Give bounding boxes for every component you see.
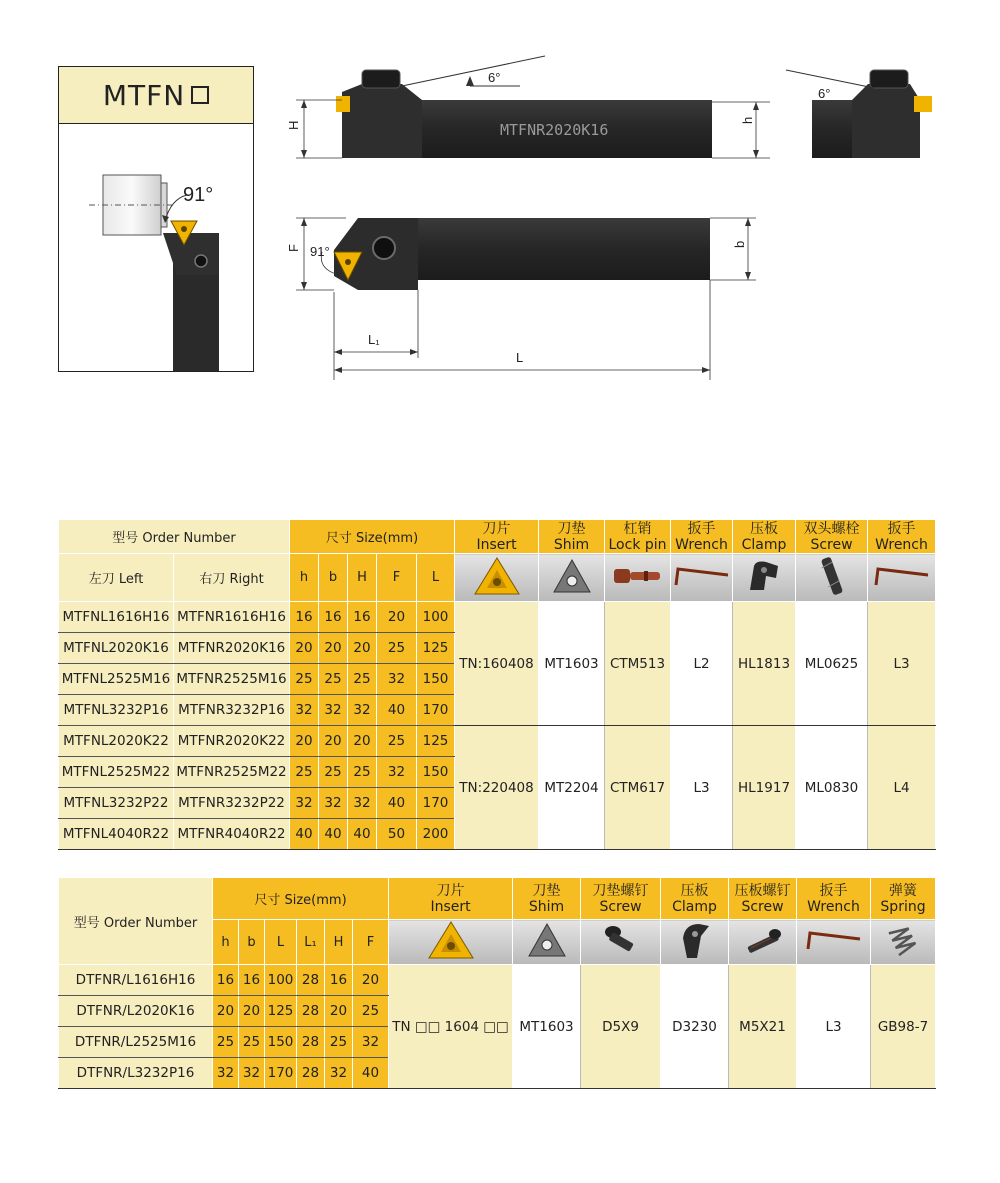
left-model: MTFNL2020K16 [59,633,174,664]
cell-b: 32 [319,788,348,819]
shim-screw-value: D5X9 [581,965,661,1089]
col-h: h [213,920,239,965]
cell-h: 20 [213,996,239,1027]
clamp-value: D3230 [661,965,729,1089]
placeholder-square-icon [191,86,209,104]
col-h: h [290,554,319,602]
plan-angle-label: 91° [310,244,330,259]
insert-header: 刀片 Insert [389,878,513,920]
dim-L-label: L [516,350,524,365]
left-model: MTFNL4040R22 [59,819,174,850]
triangle-insert-icon [427,920,475,960]
tool-type-box [58,66,254,372]
order-number-header: 型号 Order Number [59,520,290,554]
cell-b: 32 [239,1058,265,1089]
model-cell: DTFNR/L1616H16 [59,965,213,996]
mtfn-spec-table [58,519,936,850]
order-number-header: 型号 Order Number [59,878,213,965]
insert-header: 刀片 Insert [455,520,539,554]
clamp-screw-icon-cell [729,920,797,965]
cell-F: 40 [377,788,417,819]
group1-pin: CTM513 [605,602,671,726]
rake-angle-label: 6° [488,70,501,85]
cell-L1: 28 [297,996,325,1027]
shim-icon-cell [513,920,581,965]
cell-b: 20 [319,633,348,664]
cell-b: 16 [239,965,265,996]
double-screw-icon-cell [796,554,868,602]
cell-H: 32 [325,1058,353,1089]
insert-icon-cell [389,920,513,965]
clamp-screw-header: 压板螺钉 Screw [729,878,797,920]
left-model: MTFNL3232P22 [59,788,174,819]
spring-icon-cell [871,920,936,965]
dtfn-spec-table [58,877,936,1089]
group1-shim: MT1603 [539,602,605,726]
cell-h: 20 [290,633,319,664]
cell-h: 16 [290,602,319,633]
shim-screw-icon-cell [581,920,661,965]
tool-holder-drawings [270,40,950,390]
approach-angle-label: 91° [183,184,214,206]
clamp-header: 压板 Clamp [661,878,729,920]
col-F: F [377,554,417,602]
col-F: F [353,920,389,965]
col-H: H [325,920,353,965]
cell-H: 25 [348,664,377,695]
clamp-screw-icon [741,922,785,958]
right-model: MTFNR2525M16 [174,664,290,695]
col-H: H [348,554,377,602]
cell-b: 32 [319,695,348,726]
left-model: MTFNL2525M22 [59,757,174,788]
cell-H: 20 [348,726,377,757]
wrench-value: L3 [797,965,871,1089]
hex-wrench-icon [672,561,732,591]
group1-wrench: L2 [671,602,733,726]
left-model: MTFNL3232P16 [59,695,174,726]
insert-icon-cell [455,554,539,602]
group2-clamp: HL1917 [733,726,796,850]
group2-wrench: L3 [671,726,733,850]
side-view [286,56,770,158]
cell-L: 150 [265,1027,297,1058]
shim-screw-header: 刀垫螺钉 Screw [581,878,661,920]
cell-F: 20 [377,602,417,633]
lock-pin-icon-cell [605,554,671,602]
cell-b: 16 [319,602,348,633]
cell-L: 150 [417,757,455,788]
cell-L1: 28 [297,1058,325,1089]
model-prefix: MTFN [102,78,186,112]
approach-angle-diagram [59,125,253,371]
dim-h-label: h [740,116,755,124]
dim-L1-label: L₁ [368,332,380,347]
model-cell: DTFNR/L3232P16 [59,1058,213,1089]
group1-screw: ML0625 [796,602,868,726]
spring-value: GB98-7 [871,965,936,1089]
group2-insert: TN:220408 [455,726,539,850]
hex-wrench-icon [872,561,932,591]
cell-b: 20 [239,996,265,1027]
clamp-icon [675,920,715,960]
cell-H: 25 [348,757,377,788]
cell-F: 32 [377,664,417,695]
shim-value: MT1603 [513,965,581,1089]
cell-h: 20 [290,726,319,757]
cell-b: 40 [319,819,348,850]
right-model: MTFNR2525M22 [174,757,290,788]
shim-header: 刀垫 Shim [539,520,605,554]
col-L: L [265,920,297,965]
cell-F: 40 [377,695,417,726]
cell-H: 32 [348,695,377,726]
cell-b: 25 [319,757,348,788]
left-model: MTFNL1616H16 [59,602,174,633]
group1-wrench2: L3 [868,602,936,726]
cell-h: 40 [290,819,319,850]
right-model: MTFNR4040R22 [174,819,290,850]
cell-F: 32 [353,1027,389,1058]
left-model: MTFNL2020K22 [59,726,174,757]
right-model: MTFNR2020K16 [174,633,290,664]
size-header: 尺寸 Size(mm) [290,520,455,554]
double-screw-icon [817,555,847,597]
group2-screw: ML0830 [796,726,868,850]
cell-H: 20 [325,996,353,1027]
cell-h: 25 [213,1027,239,1058]
wrench2-icon-cell [868,554,936,602]
size-header: 尺寸 Size(mm) [213,878,389,920]
cell-b: 20 [319,726,348,757]
wrench-header: 扳手 Wrench [797,878,871,920]
group2-pin: CTM617 [605,726,671,850]
dim-H-label: H [286,120,301,130]
cell-h: 32 [290,788,319,819]
model-cell: DTFNR/L2525M16 [59,1027,213,1058]
cell-L: 125 [265,996,297,1027]
lock-pin-icon [610,561,666,591]
cell-L1: 28 [297,965,325,996]
group2-shim: MT2204 [539,726,605,850]
cell-L: 170 [417,788,455,819]
lock-pin-header: 杠销 Lock pin [605,520,671,554]
shim-icon-cell [539,554,605,602]
tool-engraving: MTFNR2020K16 [500,121,609,139]
insert-value: TN □□ 1604 □□ [389,965,513,1089]
cell-F: 25 [377,726,417,757]
dim-b-label: b [732,240,747,248]
cell-F: 50 [377,819,417,850]
cell-L: 170 [265,1058,297,1089]
col-b: b [239,920,265,965]
right-model: MTFNR1616H16 [174,602,290,633]
end-view [786,70,932,158]
cell-F: 20 [353,965,389,996]
cell-L: 150 [417,664,455,695]
spring-header: 弹簧 Spring [871,878,936,920]
group2-wrench2: L4 [868,726,936,850]
wrench-icon-cell [797,920,871,965]
clamp-header: 压板 Clamp [733,520,796,554]
cell-F: 25 [353,996,389,1027]
spring-icon [883,920,923,960]
cell-L: 170 [417,695,455,726]
cell-H: 16 [348,602,377,633]
end-rake-angle-label: 6° [818,86,831,101]
hex-wrench-icon [804,925,864,955]
wrench-icon-cell [671,554,733,602]
cell-h: 16 [213,965,239,996]
cell-L: 200 [417,819,455,850]
triangle-shim-icon [552,558,592,594]
screw-header: 双头螺栓 Screw [796,520,868,554]
cell-H: 16 [325,965,353,996]
plan-view [286,218,756,380]
cell-F: 25 [377,633,417,664]
cell-H: 20 [348,633,377,664]
cell-H: 32 [348,788,377,819]
cell-L: 100 [265,965,297,996]
group1-insert: TN:160408 [455,602,539,726]
model-cell: DTFNR/L2020K16 [59,996,213,1027]
cell-L: 125 [417,726,455,757]
cell-F: 40 [353,1058,389,1089]
wrench2-header: 扳手 Wrench [868,520,936,554]
cell-L1: 28 [297,1027,325,1058]
cell-H: 25 [325,1027,353,1058]
cell-h: 32 [213,1058,239,1089]
cell-b: 25 [239,1027,265,1058]
clamp-icon-cell [661,920,729,965]
cell-b: 25 [319,664,348,695]
col-b: b [319,554,348,602]
left-model: MTFNL2525M16 [59,664,174,695]
col-L1: L₁ [297,920,325,965]
wrench-header: 扳手 Wrench [671,520,733,554]
right-model: MTFNR3232P22 [174,788,290,819]
clamp-icon-cell [733,554,796,602]
triangle-shim-icon [527,922,567,958]
cell-H: 40 [348,819,377,850]
cell-L: 125 [417,633,455,664]
right-model: MTFNR2020K22 [174,726,290,757]
cell-L: 100 [417,602,455,633]
tool-type-header [59,67,253,124]
right-header: 右刀 Right [174,554,290,602]
col-L: L [417,554,455,602]
cell-F: 32 [377,757,417,788]
clamp-screw-value: M5X21 [729,965,797,1089]
cell-h: 32 [290,695,319,726]
cell-h: 25 [290,664,319,695]
shim-screw-icon [601,922,641,958]
cell-h: 25 [290,757,319,788]
left-header: 左刀 Left [59,554,174,602]
right-model: MTFNR3232P16 [174,695,290,726]
dim-F-label: F [286,244,301,252]
shim-header: 刀垫 Shim [513,878,581,920]
clamp-icon [744,558,784,594]
triangle-insert-icon [473,556,521,596]
group1-clamp: HL1813 [733,602,796,726]
